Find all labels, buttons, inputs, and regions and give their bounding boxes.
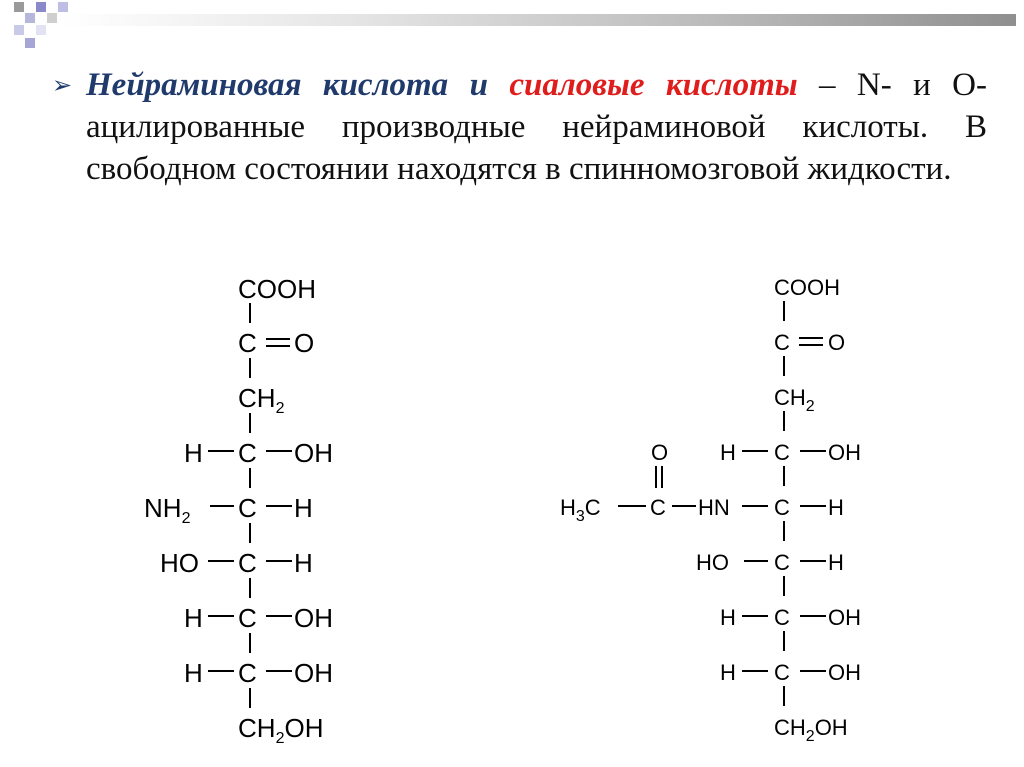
atom-c: C <box>774 660 790 685</box>
atom-c: C <box>774 495 790 520</box>
atom-ch2: $CH_2$ <box>774 385 815 415</box>
neuraminic-acid-structure <box>144 274 333 747</box>
atom-h3c: $H_3C$ <box>560 495 601 525</box>
conjunction: и <box>448 67 510 103</box>
atom-hn: HN <box>698 495 730 520</box>
sialic-acid-structure <box>560 275 861 745</box>
atom-oh: OH <box>828 660 861 685</box>
atom-c: C <box>238 603 257 633</box>
atom-h: H <box>184 658 203 688</box>
atom-h: H <box>720 440 736 465</box>
atom-c: C <box>238 658 257 688</box>
atom-o: O <box>294 328 315 358</box>
atom-c: C <box>650 495 666 520</box>
atom-h: H <box>184 603 203 633</box>
atom-oh: OH <box>828 440 861 465</box>
atom-c: C <box>774 550 790 575</box>
atom-nh2: $NH_2$ <box>144 493 191 527</box>
atom-cooh: COOH <box>774 275 840 300</box>
atom-oh: OH <box>294 438 333 468</box>
atom-h: H <box>720 660 736 685</box>
atom-c: C <box>238 328 257 358</box>
atom-ch2oh: $CH_2OH$ <box>238 713 324 747</box>
atom-c: C <box>238 438 257 468</box>
atom-ch2oh: $CH_2OH$ <box>774 715 848 745</box>
atom-oh: OH <box>294 658 333 688</box>
atom-cooh: COOH <box>238 274 316 304</box>
arrow-bullet-icon: ➢ <box>52 71 73 99</box>
atom-c: C <box>238 548 257 578</box>
term-sialic-acids: сиаловые кислоты <box>509 67 798 103</box>
bullet-description: – N- и O-ацилированные производные нейраминовой кислоты. В свободном состоянии находятся в спинномозговой жидкости. <box>86 67 987 187</box>
atom-o: O <box>651 440 669 465</box>
atom-oh: OH <box>828 605 861 630</box>
atom-h: H <box>828 550 844 575</box>
atom-h: H <box>184 438 203 468</box>
atom-c: C <box>774 330 790 355</box>
atom-c: C <box>774 605 790 630</box>
atom-oh: OH <box>294 603 333 633</box>
atom-ho: HO <box>160 548 199 578</box>
atom-o: O <box>828 330 846 355</box>
atom-h: H <box>720 605 736 630</box>
atom-c: C <box>774 440 790 465</box>
atom-ho: HO <box>696 550 729 575</box>
atom-ch2: $CH_2$ <box>238 383 285 417</box>
atom-h: H <box>828 495 844 520</box>
atom-h: H <box>294 493 313 523</box>
atom-h: H <box>294 548 313 578</box>
term-neuraminic-acid: Нейраминовая кислота <box>86 67 449 103</box>
atom-c: C <box>238 493 257 523</box>
